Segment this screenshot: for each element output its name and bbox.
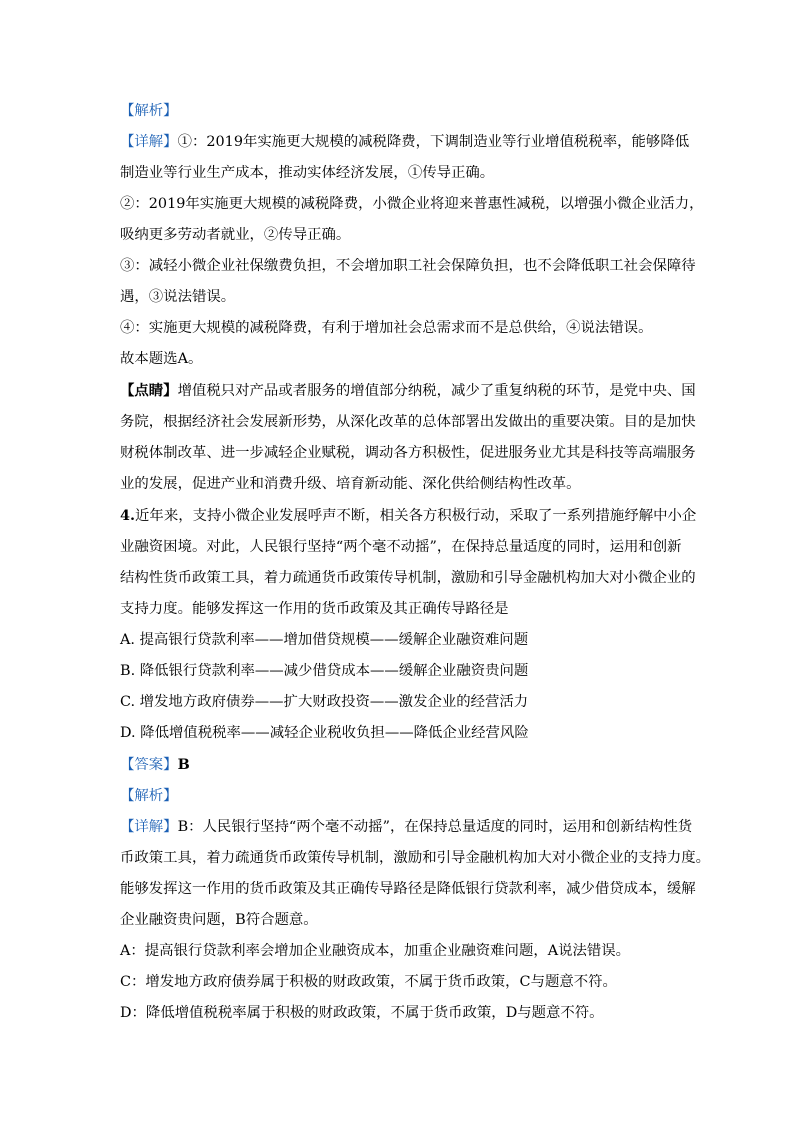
detail-paragraph-line: 【详解】B：人民银行坚持“两个毫不动摇”，在保持总量适度的同时，运用和创新结构性货 — [120, 819, 693, 835]
question-stem-line: 支持力度。能够发挥这一作用的货币政策及其正确传导路径是 — [120, 601, 509, 617]
detail-paragraph-line: 能够发挥这一作用的货币政策及其正确传导路径是降低银行贷款利率，减少借贷成本，缓解 — [120, 881, 696, 897]
point-3-line: 遇，③说法错误。 — [120, 289, 236, 305]
detail-paragraph-line: 制造业等行业生产成本，推动实体经济发展，①传导正确。 — [120, 165, 495, 181]
option-d: D. 降低增值税税率——减轻企业税收负担——降低企业经营风险 — [120, 725, 529, 741]
detail-paragraph-line: 币政策工具，着力疏通货币政策传导机制，激励和引导金融机构加大对小微企业的支持力度。 — [120, 850, 711, 866]
document-page — [120, 96, 711, 1029]
explain-option-a: A：提高银行贷款利率会增加企业融资成本，加重企业融资难问题，A说法错误。 — [120, 943, 631, 959]
comment-paragraph-line: 务院，根据经济社会发展新形势，从深化改革的总体部署出发做出的重要决策。目的是加快 — [120, 414, 696, 430]
answer-line — [120, 749, 680, 781]
detail-paragraph-line: 【详解】①：2019年实施更大规模的减税降费，下调制造业等行业增值税税率，能够降低 — [120, 134, 690, 150]
answer-tag: 【答案】 — [120, 757, 178, 773]
point-2-line: 吸纳更多劳动者就业，②传导正确。 — [120, 227, 351, 243]
detail-tag: 【详解】 — [120, 134, 178, 150]
point-3-line: ③：减轻小微企业社保缴费负担，不会增加职工社会保障负担，也不会降低职工社会保障待 — [120, 258, 696, 274]
question-stem-line: 4.近年来，支持小微企业发展呼声不断，相关各方积极行动，采取了一系列措施纾解中小企 — [120, 507, 697, 524]
answer-value: B — [177, 756, 190, 773]
question-stem-line: 业融资困境。对此，人民银行坚持“两个毫不动摇”，在保持总量适度的同时，运用和创新 — [120, 539, 682, 555]
comment-paragraph-line: 业的发展，促进产业和消费升级、培育新动能、深化供给侧结构性改革。 — [120, 476, 581, 492]
analysis-heading: 【解析】 — [120, 103, 178, 119]
option-b: B. 降低银行贷款利率——减少借贷成本——缓解企业融资贵问题 — [120, 663, 529, 679]
question-stem-line: 结构性货币政策工具，着力疏通货币政策传导机制，激励和引导金融机构加大对小微企业的 — [120, 570, 696, 586]
option-c: C. 增发地方政府债券——扩大财政投资——激发企业的经营活力 — [120, 694, 529, 710]
explain-option-c: C：增发地方政府债券属于积极的财政政策，不属于货币政策，C与题意不符。 — [120, 974, 617, 990]
comment-paragraph-line: 财税体制改革、进一步减轻企业赋税，调动各方积极性，促进服务业尤其是科技等高端服务 — [120, 445, 696, 461]
comment-paragraph-line: 【点睛】增值税只对产品或者服务的增值部分纳税，减少了重复纳税的环节，是党中央、国 — [120, 382, 696, 399]
explain-option-d: D：降低增值税税率属于积极的财政政策，不属于货币政策，D与题意不符。 — [120, 1005, 604, 1021]
detail-paragraph-line: 企业融资贵问题，B符合题意。 — [120, 912, 318, 928]
option-a: A. 提高银行贷款利率——增加借贷规模——缓解企业融资难问题 — [120, 632, 529, 648]
question-number: 4. — [120, 507, 136, 524]
conclusion-line: 故本题选A。 — [120, 351, 203, 367]
comment-tag: 【点睛】 — [120, 382, 178, 399]
analysis-heading: 【解析】 — [120, 788, 178, 804]
point-4-line: ④：实施更大规模的减税降费，有利于增加社会总需求而不是总供给，④说法错误。 — [120, 320, 653, 336]
point-2-line: ②：2019年实施更大规模的减税降费，小微企业将迎来普惠性减税，以增强小微企业活力， — [120, 196, 704, 212]
detail-tag: 【详解】 — [120, 819, 178, 835]
